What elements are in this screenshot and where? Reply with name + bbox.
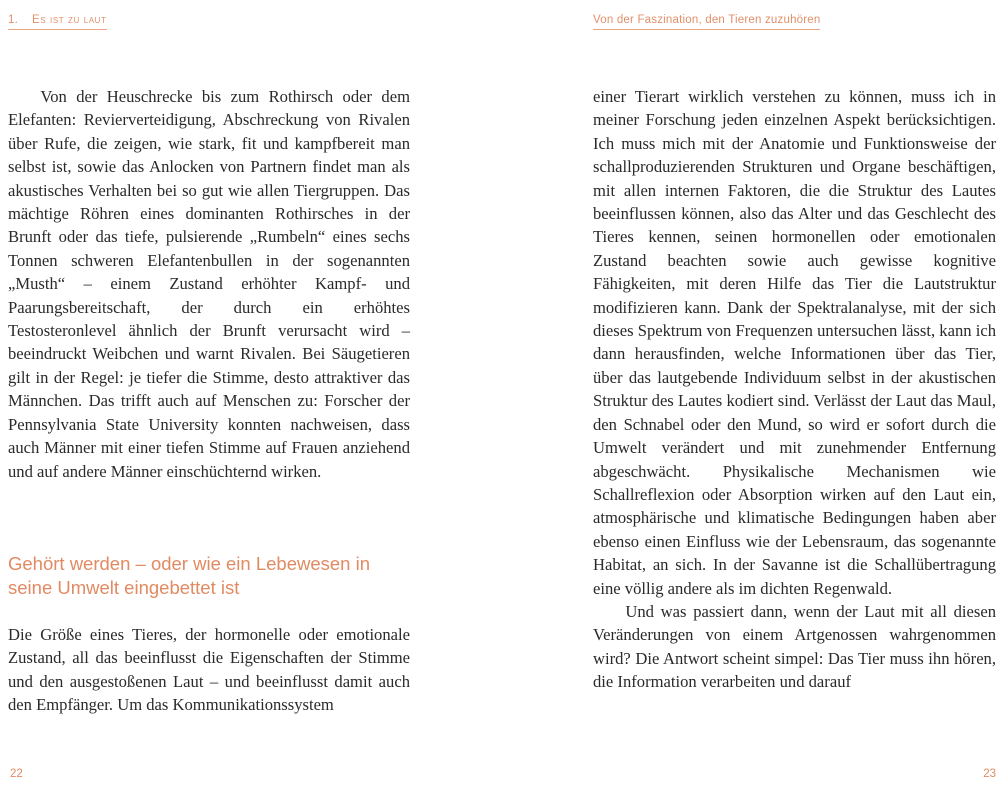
body-paragraph: Von der Heuschrecke bis zum Rothirsch oder dem Elefanten: Revierverteidigung, Abschreckung von Rivalen über Rufe, die zeigen, wie stark, fit und kampfbereit man selbst ist, sowie das Anlocken von Partnern findet man als akustisches Verhalten bei so gut wie allen Tiergruppen. Das mächtige Röhren eines dominanten Rothirsches in der Brunft oder das tiefe, pulsierende „Rumbeln“ eines sechs Tonnen schweren Elefantenbullen in der sogenannten „Musth“ – einem Zustand erhöhter Kampf- und Paarungsbereitschaft, der durch ein erhöhtes Testosteronlevel ähnlich der Brunft verursacht wird – beeindruckt Weibchen und warnt Rivalen. Bei Säugetieren gilt in der Regel: je tiefer die Stimme, desto attraktiver das Männchen. Das trifft auch auf Menschen zu: Forscher der Pennsylvania State University konnten nachweisen, dass auch Männer mit einer tiefen Stimme auf Frauen anziehend und auf andere Männer einschüchternd wirken. — [8, 87, 410, 481]
chapter-number: 1. — [8, 14, 18, 26]
right-page — [593, 0, 996, 800]
body-paragraph: einer Tierart wirklich verstehen zu können, muss ich in meiner Forschung jeden einzelnen Aspekt berücksichtigen. Ich muss mich mit der Anatomie und Funktionsweise der schallproduzierenden Strukturen und Organe beschäftigen, mit allen internen Faktoren, die die Struktur des Lautes beeinflussen können, also das Alter und das Geschlecht des Tieres kennen, seinen hormonellen oder emotionalen Zustand beachten sowie auch gewisse kognitive Fähigkeiten, mit deren Hilfe das Tier die Lautstruktur modifizieren kann. Dank der Spektralanalyse, mit der sich dieses Spektrum von Frequenzen untersuchen lässt, kann ich dann herausfinden, welche Informationen über das Tier, über das lautgebende Individuum selbst in der akustischen Struktur des Lautes kodiert sind. Verlässt der Laut das Maul, den Schnabel oder den Mund, so wird er sofort durch die Umwelt verändert und mit zunehmender Entfernung abgeschwächt. Physikalische Mechanismen wie Schallreflexion oder Absorption wirken auf den Laut ein, atmosphärische und klimatische Bedingungen haben aber ebenso einen Einfluss wie der Lebensraum, das sogenannte Habitat, an sich. In der Savanne ist die Schallübertragung eine völlig andere als im dichten Regenwald. — [593, 87, 996, 598]
section-heading: Gehört werden – oder wie ein Lebewesen in seine Umwelt eingebettet ist — [8, 553, 371, 598]
right-text-block — [593, 85, 996, 694]
chapter-title: Es ist zu laut — [32, 14, 107, 26]
page-number-left: 22 — [10, 768, 23, 780]
left-text-block-2 — [8, 623, 410, 717]
left-running-head — [8, 14, 107, 30]
page-number-right: 23 — [983, 768, 996, 780]
body-paragraph: Die Größe eines Tieres, der hormonelle oder emotionale Zustand, all das beeinflusst die Eigenschaften der Stimme und den ausgestoßenen Laut – und beeinflusst damit auch den Empfänger. Um das Kommunikationssystem — [8, 625, 410, 715]
left-text-block-1 — [8, 85, 410, 483]
left-page — [8, 0, 410, 800]
right-running-head: Von der Faszination, den Tieren zuzuhören — [593, 14, 820, 30]
body-paragraph: Und was passiert dann, wenn der Laut mit all diesen Veränderungen von einem Artgenossen wahrgenommen wird? Die Antwort scheint simpel: Das Tier muss ihn hören, die Information verarbeiten und darauf — [593, 601, 996, 692]
